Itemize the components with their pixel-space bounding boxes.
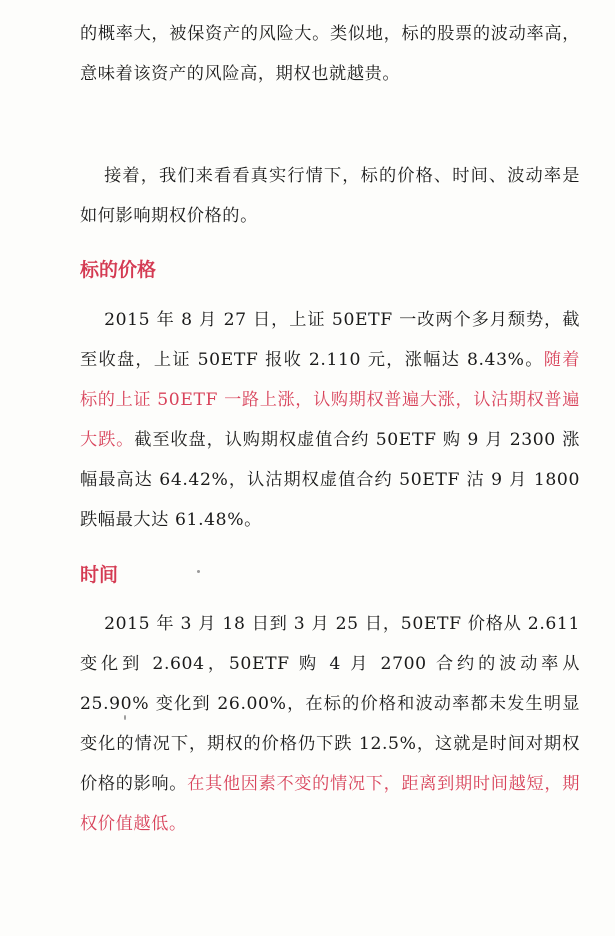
highlighted-text: 随着标的上证 50ETF 一路上涨，认购期权普遍大涨，认沽期权普遍大跌。 [80,350,580,450]
section-heading-time: 时间 [80,564,119,586]
paragraph-text: 2015 年 3 月 18 日到 3 月 25 日，50ETF 价格从 2.611 变化到 2.604，50ETF 购 4 月 2700 合约的波动率从 25.90% 变化到 26.00%，在标的价格和波动率都未发生明显变化的情况下，期权的价格仍下跌 12.5%，这就是时间对期权价格的影响。 [80,614,580,794]
paragraph-time [80,604,580,844]
paragraph-intro-real-market [80,156,580,236]
paragraph-text: 接着，我们来看看真实行情下，标的价格、时间、波动率是如何影响期权价格的。 [80,166,580,226]
paragraph-text: 2015 年 8 月 27 日，上证 50ETF 一改两个多月颓势，截至收盘，上证 50ETF 报收 2.110 元，涨幅达 8.43%。 [80,310,580,370]
scan-speck [197,570,200,573]
paragraph-risk-volatility [80,14,580,94]
paragraph-text: 的概率大，被保资产的风险大。类似地，标的股票的波动率高，意味着该资产的风险高，期权也就越贵。 [80,24,580,84]
scan-speck [124,715,126,720]
paragraph-text: 截至收盘，认购期权虚值合约 50ETF 购 9 月 2300 涨幅最高达 64.42%，认沽期权虚值合约 50ETF 沽 9 月 1800 跌幅最大达 61.48%。 [80,430,580,530]
highlighted-text: 在其他因素不变的情况下，距离到期时间越短，期权价值越低。 [80,774,580,834]
paragraph-underlying-price [80,300,580,540]
section-heading-underlying-price: 标的价格 [80,259,157,281]
